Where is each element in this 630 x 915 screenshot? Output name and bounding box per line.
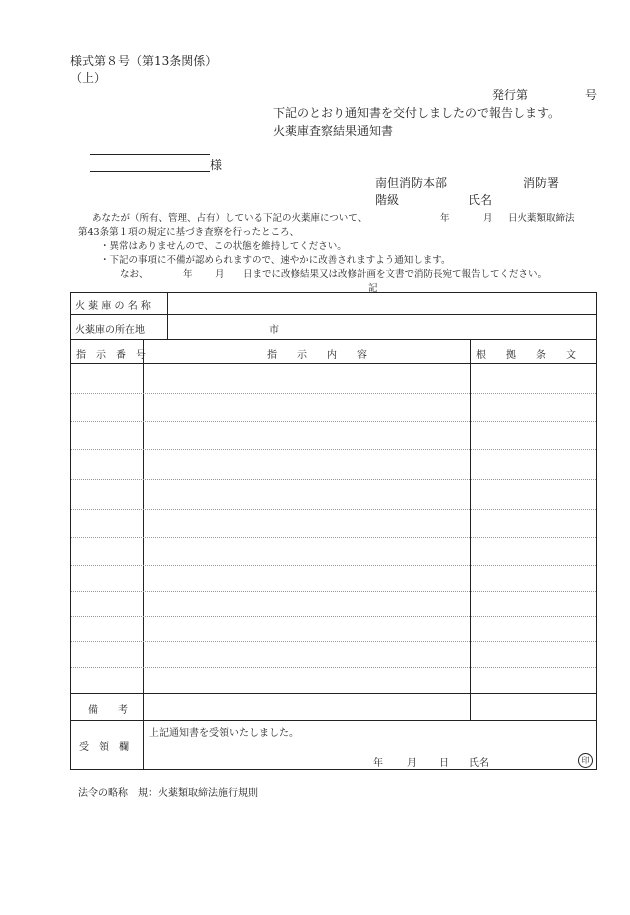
- receipt-label: 受 領 欄: [79, 742, 129, 753]
- instruction-row-divider: [71, 509, 596, 510]
- instruction-row-divider: [71, 641, 596, 642]
- body-paragraph-1a: あなたが（所有、管理、占有）している下記の火薬庫について、: [92, 213, 368, 224]
- column-header-instruction-number: 指 示 番 号: [76, 350, 146, 361]
- report-line: 下記のとおり通知書を交付しましたので報告します。: [273, 106, 561, 120]
- row-divider: [71, 339, 596, 340]
- issuer-headquarters: 南但消防本部: [375, 176, 448, 190]
- column-divider: [470, 339, 471, 720]
- body-paragraph-3a: なお、: [120, 269, 149, 280]
- addressee-honorific: 様: [210, 158, 223, 172]
- magazine-name-label: 火 薬 庫 の 名 称: [75, 301, 151, 312]
- issue-number-suffix: 号: [585, 88, 598, 102]
- receipt-year: 年: [373, 758, 383, 769]
- ki-marker: 記: [368, 283, 378, 294]
- receipt-month: 月: [407, 758, 417, 769]
- seal-icon: 印: [578, 753, 593, 768]
- law-abbreviation-note: 法令の略称 規：火薬類取締法施行規則: [78, 788, 258, 799]
- addressee-line-1: [90, 154, 210, 155]
- remarks-label: 備 考: [88, 705, 128, 716]
- issue-number-label: 発行第: [492, 88, 529, 102]
- city-label: 市: [269, 325, 279, 336]
- receipt-name-label: 氏名: [469, 758, 489, 769]
- receipt-day: 日: [439, 758, 449, 769]
- instruction-row-divider: [71, 537, 596, 538]
- instruction-row-divider: [71, 393, 596, 394]
- body-paragraph-1b: 第43条第１項の規定に基づき査察を行ったところ、: [78, 227, 300, 238]
- body-paragraph-3b: 日までに改修結果又は改修計画を文書で消防長宛て報告してください。: [243, 269, 548, 280]
- document-title: 火薬庫査察結果通知書: [273, 124, 394, 138]
- issuer-station: 消防署: [523, 176, 560, 190]
- instruction-row-divider: [71, 479, 596, 480]
- body-bullet-2: ・下記の事項に不備が認められますので、速やかに改善されますよう通知します。: [100, 255, 451, 266]
- row-divider: [71, 693, 596, 694]
- issuer-rank-label: 階級: [375, 193, 400, 207]
- instruction-row-divider: [71, 591, 596, 592]
- body-paragraph-1-year: 年: [440, 213, 450, 224]
- receipt-text: 上記通知書を受領いたしました。: [149, 728, 299, 739]
- magazine-location-label: 火薬庫の所在地: [75, 325, 145, 336]
- body-paragraph-1-month: 月: [483, 213, 493, 224]
- row-divider: [71, 363, 596, 364]
- form-side: （上）: [70, 71, 107, 85]
- addressee-line-2: [90, 171, 210, 172]
- column-divider: [167, 293, 168, 339]
- body-paragraph-3-year: 年: [183, 269, 193, 280]
- column-header-legal-basis: 根 拠 条 文: [476, 350, 576, 361]
- row-divider: [71, 720, 596, 721]
- column-header-instruction-content: 指 示 内 容: [267, 350, 367, 361]
- instruction-row-divider: [71, 667, 596, 668]
- row-divider: [71, 314, 596, 315]
- column-divider: [143, 339, 144, 769]
- instruction-row-divider: [71, 449, 596, 450]
- inspection-form-table: [70, 292, 597, 770]
- issuer-name-label: 氏名: [468, 193, 493, 207]
- body-bullet-1: ・異常はありませんので、この状態を維持してください。: [100, 241, 347, 252]
- form-number: 様式第８号（第13条関係）: [70, 54, 218, 68]
- instruction-row-divider: [71, 421, 596, 422]
- instruction-row-divider: [71, 565, 596, 566]
- body-paragraph-3-month: 月: [215, 269, 225, 280]
- body-paragraph-1-day-law: 日火薬類取締法: [508, 213, 575, 224]
- instruction-row-divider: [71, 616, 596, 617]
